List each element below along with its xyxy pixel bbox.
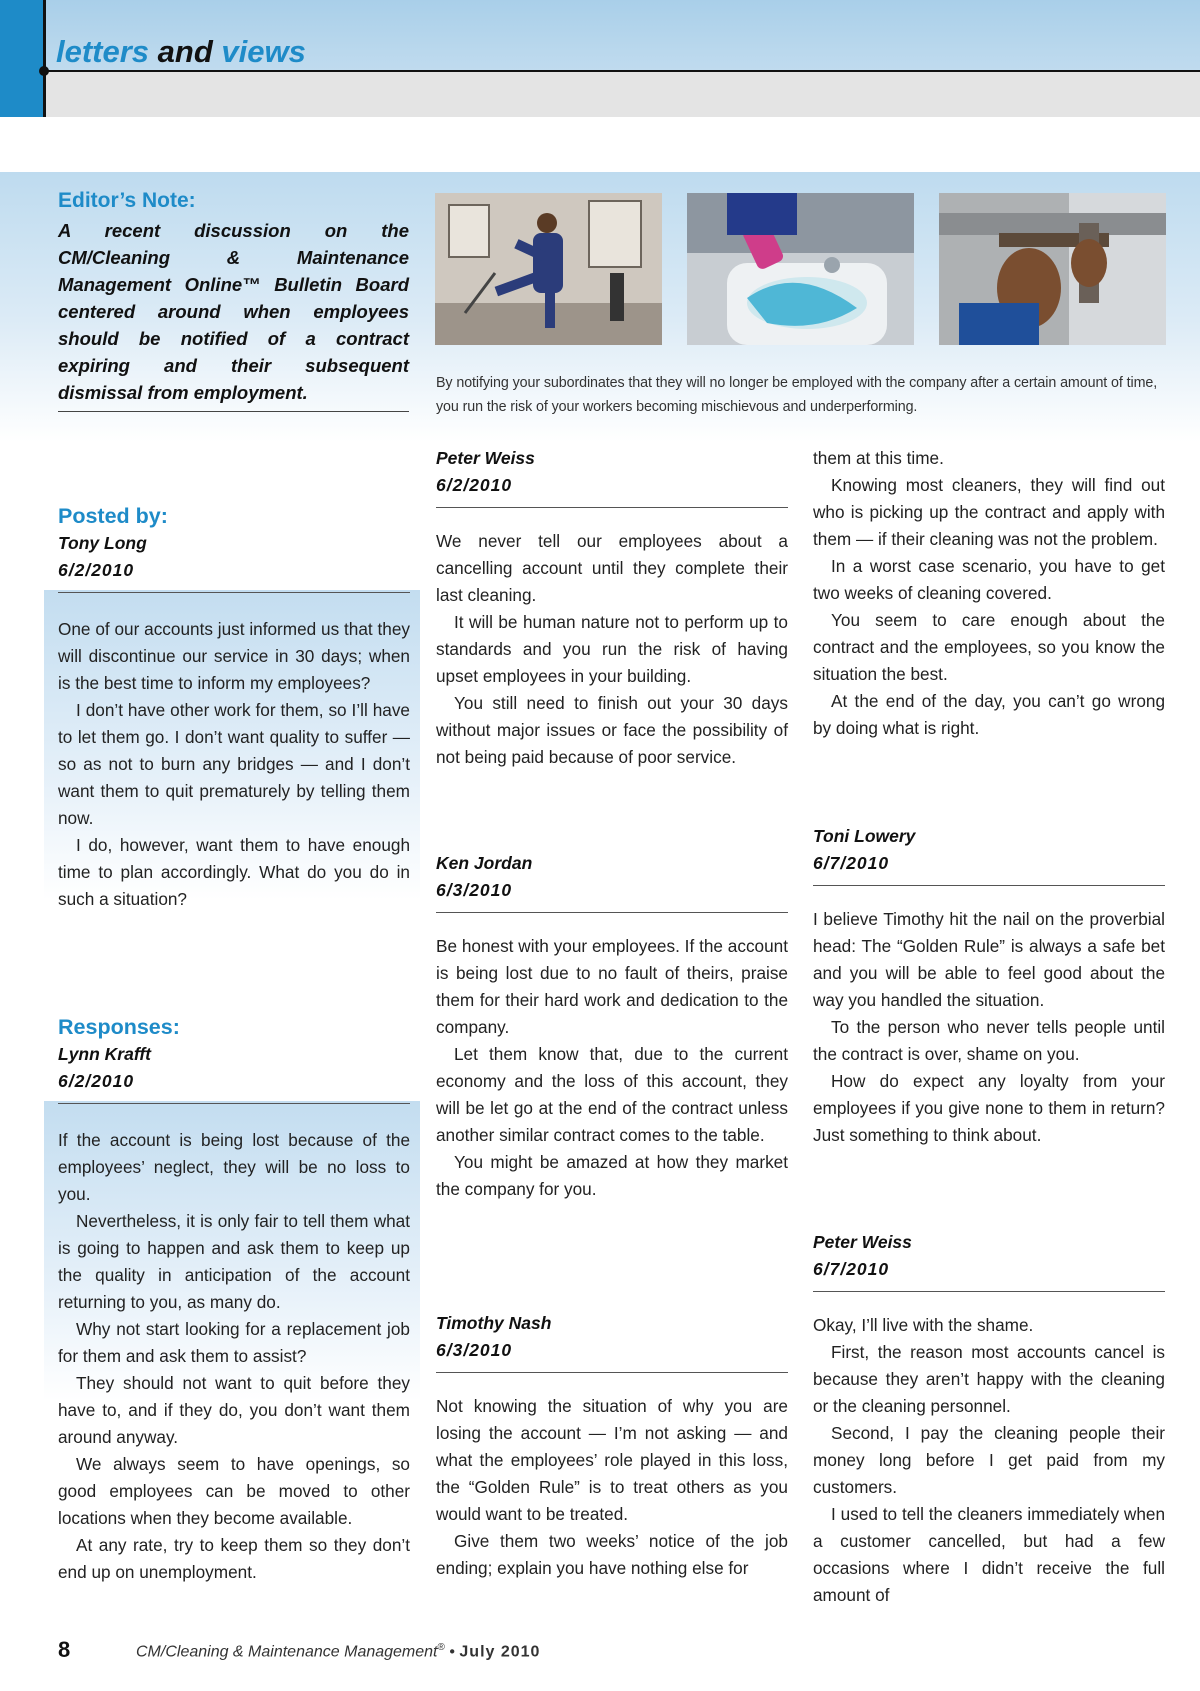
- post-author: Tony Long: [58, 533, 147, 553]
- response-date: 6/3/2010: [436, 880, 513, 900]
- response-author: Peter Weiss: [436, 448, 535, 468]
- response-author: Toni Lowery: [813, 826, 916, 846]
- response-rule: [436, 1372, 788, 1373]
- response-author: Peter Weiss: [813, 1232, 912, 1252]
- response-paragraph: Why not start looking for a replacement job for them and ask them to assist?: [58, 1319, 410, 1366]
- header-accent-tab: [0, 0, 44, 117]
- posted-by-heading: Posted by:: [58, 504, 168, 528]
- response-lynn-krafft: [58, 1013, 410, 1586]
- response-rule: [436, 912, 788, 913]
- response-rule: [813, 885, 1165, 886]
- response-paragraph: Nevertheless, it is only fair to tell them what is going to happen and ask them to keep up the quality in anticipation of the account returning to you, as many do.: [58, 1211, 410, 1312]
- continuation-paragraph: them at this time.: [813, 448, 944, 468]
- header-rule-dot: [39, 66, 49, 76]
- response-author: Ken Jordan: [436, 853, 533, 873]
- response-paragraph: You still need to finish out your 30 days without major issues or face the possibility of not being paid because of poor service.: [436, 693, 788, 767]
- publication-name: CM/Cleaning & Maintenance Management: [136, 1643, 438, 1661]
- response-peter-weiss-1: [436, 445, 788, 771]
- response-paragraph: They should not want to quit before they have to, and if they do, you don’t want them around anyway.: [58, 1373, 410, 1447]
- response-paragraph: To the person who never tells people until the contract is over, shame on you.: [813, 1017, 1165, 1064]
- response-paragraph: You might be amazed at how they market the company for you.: [436, 1152, 788, 1199]
- section-title: letters and views: [56, 34, 306, 69]
- response-date: 6/7/2010: [813, 853, 890, 873]
- response-paragraph: I believe Timothy hit the nail on the proverbial head: The “Golden Rule” is always a safe bet and you will be able to feel good about the way you handled the situation.: [813, 909, 1165, 1010]
- post-paragraph: I do, however, want them to have enough time to plan accordingly. What do you do in such a situation?: [58, 835, 410, 909]
- post-paragraph: I don’t have other work for them, so I’ll have to let them go. I don’t want quality to suffer — so as not to burn any bridges — and I don’t want them to quit prematurely by telling them now.: [58, 700, 410, 828]
- response-date: 6/3/2010: [436, 1340, 513, 1360]
- responses-heading: Responses:: [58, 1015, 180, 1039]
- photo-pipe-wrench: [939, 193, 1166, 345]
- response-date: 6/2/2010: [58, 1071, 135, 1091]
- photo-sink-cleaning: [687, 193, 914, 345]
- response-ken-jordan: [436, 850, 788, 1203]
- response-rule: [436, 507, 788, 508]
- editor-note-rule: [58, 411, 409, 412]
- response-author: Lynn Krafft: [58, 1044, 152, 1064]
- continuation-paragraph: At the end of the day, you can’t go wrong by doing what is right.: [813, 691, 1165, 738]
- response-paragraph: If the account is being lost because of the employees’ neglect, they will be no loss to you.: [58, 1130, 410, 1204]
- response-paragraph: Let them know that, due to the current economy and the loss of this account, they will be let go at the end of the contract unless another similar contract comes to the table.: [436, 1044, 788, 1145]
- post-rule: [58, 592, 410, 593]
- header-gray-strip: [44, 72, 1200, 117]
- response-paragraph: How do expect any loyalty from your employees if you give none to them in return? Just something to think about.: [813, 1071, 1165, 1145]
- registered-mark: ®: [437, 1642, 445, 1653]
- response-paragraph: Second, I pay the cleaning people their money long before I get paid from my customers.: [813, 1423, 1165, 1497]
- response-paragraph: Not knowing the situation of why you are losing the account — I’m not asking — and what the employees’ role played in this loss, the “Golden Rule” is to treat others as you would want to be treated.: [436, 1396, 788, 1524]
- response-paragraph: Give them two weeks’ notice of the job ending; explain you have nothing else for: [436, 1531, 788, 1578]
- continuation-paragraph: Knowing most cleaners, they will find out who is picking up the contract and apply with them — if their cleaning was not the problem.: [813, 475, 1165, 549]
- page-number: 8: [58, 1637, 71, 1662]
- header-horizontal-rule: [40, 70, 1200, 72]
- response-date: 6/7/2010: [813, 1259, 890, 1279]
- footer-bullet: •: [449, 1643, 455, 1661]
- post-paragraph: One of our accounts just informed us that they will discontinue our service in 30 days; when is the best time to inform my employees?: [58, 619, 410, 693]
- response-paragraph: I used to tell the cleaners immediately when a customer cancelled, but had a few occasions where I didn’t receive the full amount of: [813, 1504, 1165, 1605]
- post-date: 6/2/2010: [58, 560, 135, 580]
- photo-worker-vacuum: [435, 193, 662, 345]
- response-timothy-nash: [436, 1310, 788, 1582]
- response-rule: [58, 1103, 410, 1104]
- response-rule: [813, 1291, 1165, 1292]
- issue-date: July 2010: [459, 1643, 541, 1661]
- response-paragraph: Be honest with your employees. If the account is being lost due to no fault of theirs, praise them for their hard work and dedication to the company.: [436, 936, 788, 1037]
- response-date: 6/2/2010: [436, 475, 513, 495]
- original-post: [58, 502, 410, 913]
- response-paragraph: We never tell our employees about a cancelling account until they complete their last cleaning.: [436, 531, 788, 605]
- response-paragraph: We always seem to have openings, so good employees can be moved to other locations when they become available.: [58, 1454, 410, 1528]
- response-paragraph: First, the reason most accounts cancel is because they aren’t happy with the cleaning or the cleaning personnel.: [813, 1342, 1165, 1416]
- editor-note-heading: Editor’s Note:: [58, 189, 196, 212]
- continuation-paragraph: In a worst case scenario, you have to get two weeks of cleaning covered.: [813, 556, 1165, 603]
- photo-caption: By notifying your subordinates that they will no longer be employed with the company after a certain amount of time, you run the risk of your workers becoming mischievous and underperforming.: [436, 375, 1158, 415]
- continuation-text: [813, 445, 1165, 742]
- response-paragraph: At any rate, try to keep them so they don’t end up on unemployment.: [58, 1535, 410, 1582]
- response-toni-lowery: [813, 823, 1165, 1149]
- footer-publication-line: [136, 1642, 540, 1661]
- header-vertical-rule: [43, 0, 46, 117]
- editor-note-text: A recent discussion on the CM/Cleaning & Maintenance Management Online™ Bulletin Board centered around when employees should be notified of a contract expiring and their subsequent dismissal from employment.: [58, 220, 409, 403]
- response-author: Timothy Nash: [436, 1313, 552, 1333]
- response-peter-weiss-2: [813, 1229, 1165, 1609]
- continuation-paragraph: You seem to care enough about the contract and the employees, so you know the situation the best.: [813, 610, 1165, 684]
- response-paragraph: Okay, I’ll live with the shame.: [813, 1315, 1034, 1335]
- response-paragraph: It will be human nature not to perform up to standards and you run the risk of having upset employees in your building.: [436, 612, 788, 686]
